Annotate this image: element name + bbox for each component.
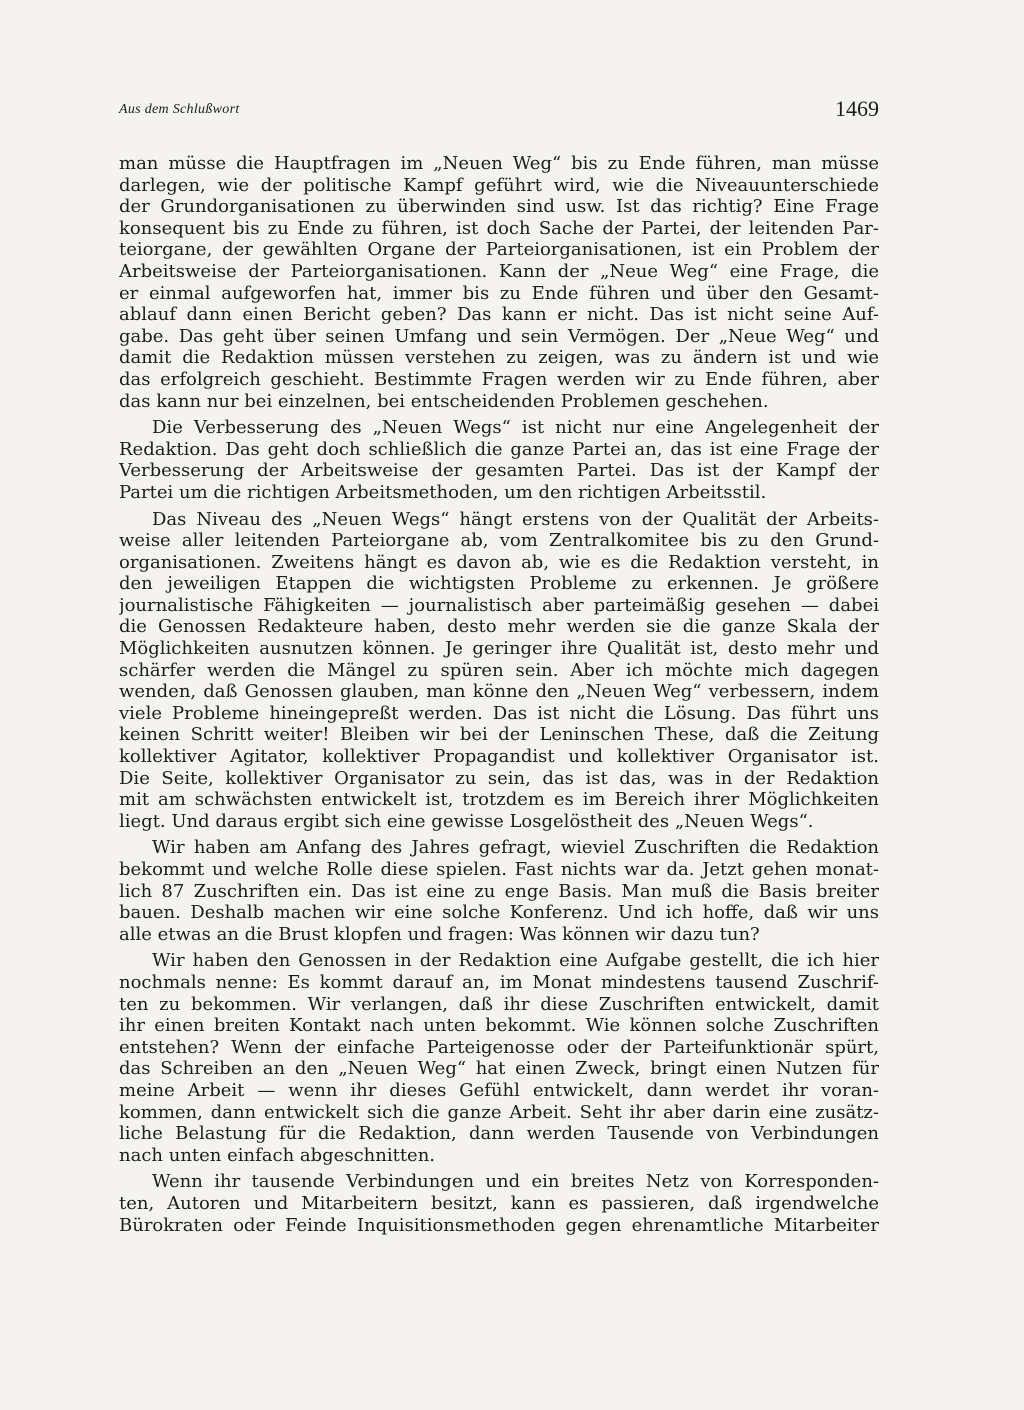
text-line: journalistische Fähigkeiten — journalistisch aber parteimäßig gesehen — dabei (119, 594, 879, 616)
text-line: alle etwas an die Brust klopfen und fragen: Was können wir dazu tun? (119, 923, 760, 945)
text-line: mit am schwächsten entwickelt ist, trotzdem es im Bereich ihrer Möglichkeiten (119, 789, 879, 811)
text-line: Die Seite, kollektiver Organisator zu sein, das ist das, was in der Redaktion (119, 767, 879, 789)
running-head (119, 96, 879, 126)
text-line: den jeweiligen Etappen die wichtigsten Probleme zu erkennen. Je größere (119, 573, 879, 595)
text-line: Die Verbesserung des „Neuen Wegs“ ist nicht nur eine Angelegenheit der (152, 417, 879, 439)
text-line: bekommt und welche Rolle diese spielen. Fast nichts war da. Jetzt gehen monat- (119, 859, 879, 880)
paragraph (119, 950, 879, 1166)
text-line: weise aller leitenden Parteiorgane ab, vom Zentralkomitee bis zu den Grund- (119, 530, 879, 552)
text-line: Wenn ihr tausende Verbindungen und ein breites Netz von Korresponden- (152, 1171, 879, 1193)
text-line: Arbeitsweise der Parteiorganisationen. Kann der „Neue Weg“ eine Frage, die (119, 260, 879, 282)
text-line: das erfolgreich geschieht. Bestimmte Fragen werden wir zu Ende führen, aber (119, 368, 879, 390)
text-line: keinen Schritt weiter! Bleiben wir bei der Leninschen These, daß die Zeitung (119, 724, 879, 746)
text-line: konsequent bis zu Ende zu führen, ist doch Sache der Partei, der leitenden Par- (119, 217, 879, 239)
text-line: nach unten einfach abgeschnitten. (119, 1144, 436, 1166)
text-line: teiorgane, der gewählten Organe der Parteiorganisationen, ist ein Problem der (119, 239, 879, 261)
text-line: das Schreiben an den „Neuen Weg“ hat einen Zweck, bringt einen Nutzen für (119, 1058, 879, 1080)
text-line: schärfer werden die Mängel zu spüren sein. Aber ich möchte mich dagegen (119, 659, 879, 681)
text-line: bauen. Deshalb machen wir eine solche Konferenz. Und ich hoffe, daß wir uns (119, 902, 879, 924)
text-line: Redaktion. Das geht doch schließlich die ganze Partei an, das ist eine Frage der (119, 438, 879, 460)
text-line: er einmal aufgeworfen hat, immer bis zu Ende führen und über den Gesamt- (119, 282, 879, 304)
text-line: gabe. Das geht über seinen Umfang und sein Vermögen. Der „Neue Weg“ und (119, 325, 879, 347)
text-line: liche Belastung für die Redaktion, dann werden Tausende von Verbindungen (119, 1123, 879, 1145)
body-text (119, 153, 879, 1241)
text-line: entstehen? Wenn der einfache Parteigenosse oder der Parteifunktionär spürt, (119, 1036, 879, 1058)
text-line: Wir haben am Anfang des Jahres gefragt, wieviel Zuschriften die Redaktion (152, 837, 879, 859)
text-line: wenden, daß Genossen glauben, man könne den „Neuen Weg“ verbessern, indem (119, 681, 879, 703)
text-line: der Grundorganisationen zu überwinden sind usw. Ist das richtig? Eine Frage (119, 196, 879, 218)
text-line: lich 87 Zuschriften ein. Das ist eine zu enge Basis. Man muß die Basis breiter (119, 880, 879, 902)
text-line: ten zu bekommen. Wir verlangen, daß ihr diese Zuschriften entwickelt, damit (119, 993, 879, 1015)
text-line: ablauf dann einen Bericht geben? Das kann er nicht. Das ist nicht seine Auf- (119, 304, 879, 326)
text-line: Partei um die richtigen Arbeitsmethoden, um den richtigen Arbeitsstil. (119, 481, 767, 503)
text-line: die Genossen Redakteure haben, desto mehr werden sie die ganze Skala der (119, 616, 879, 638)
text-line: man müsse die Hauptfragen im „Neuen Weg“ bis zu Ende führen, man müsse (119, 153, 879, 174)
text-line: Bürokraten oder Feinde Inquisitionsmethoden gegen ehrenamtliche Mitarbeiter (119, 1214, 879, 1236)
page-number: 1469 (835, 96, 879, 121)
text-line: kollektiver Agitator, kollektiver Propagandist und kollektiver Organisator ist. (119, 746, 879, 768)
text-line: darlegen, wie der politische Kampf geführt wird, wie die Niveauunterschiede (119, 174, 879, 196)
paragraph (119, 1171, 879, 1236)
text-line: das kann nur bei einzelnen, bei entscheidenden Problemen geschehen. (119, 390, 769, 412)
paragraph (119, 509, 879, 833)
text-line: ten, Autoren und Mitarbeitern besitzt, kann es passieren, daß irgendwelche (119, 1192, 879, 1214)
text-line: kommen, dann entwickelt sich die ganze Arbeit. Seht ihr aber darin eine zusätz- (119, 1101, 879, 1123)
text-line: liegt. Und daraus ergibt sich eine gewisse Losgelöstheit des „Neuen Wegs“. (119, 810, 814, 832)
text-line: meine Arbeit — wenn ihr dieses Gefühl entwickelt, dann werdet ihr voran- (119, 1079, 879, 1101)
text-line: damit die Redaktion müssen verstehen zu zeigen, was zu ändern ist und wie (119, 347, 879, 369)
text-line: Wir haben den Genossen in der Redaktion eine Aufgabe gestellt, die ich hier (152, 950, 879, 972)
text-line: viele Probleme hineingepreßt werden. Das ist nicht die Lösung. Das führt uns (119, 702, 879, 724)
text-line: ihr einen breiten Kontakt nach unten bekommt. Wie können solche Zuschriften (119, 1015, 879, 1037)
paragraph (119, 417, 879, 503)
running-title: Aus dem Schlußwort (119, 102, 240, 117)
text-line: Möglichkeiten ausnutzen können. Je geringer ihre Qualität ist, desto mehr und (119, 638, 879, 660)
paragraph (119, 837, 879, 945)
text-line: nochmals nenne: Es kommt darauf an, im Monat mindestens tausend Zuschrif- (119, 971, 879, 993)
text-line: Verbesserung der Arbeitsweise der gesamten Partei. Das ist der Kampf der (119, 460, 879, 482)
text-line: Das Niveau des „Neuen Wegs“ hängt erstens von der Qualität der Arbeits- (152, 508, 879, 530)
paragraph (119, 153, 879, 412)
text-line: organisationen. Zweitens hängt es davon ab, wie es die Redaktion versteht, in (119, 551, 879, 573)
